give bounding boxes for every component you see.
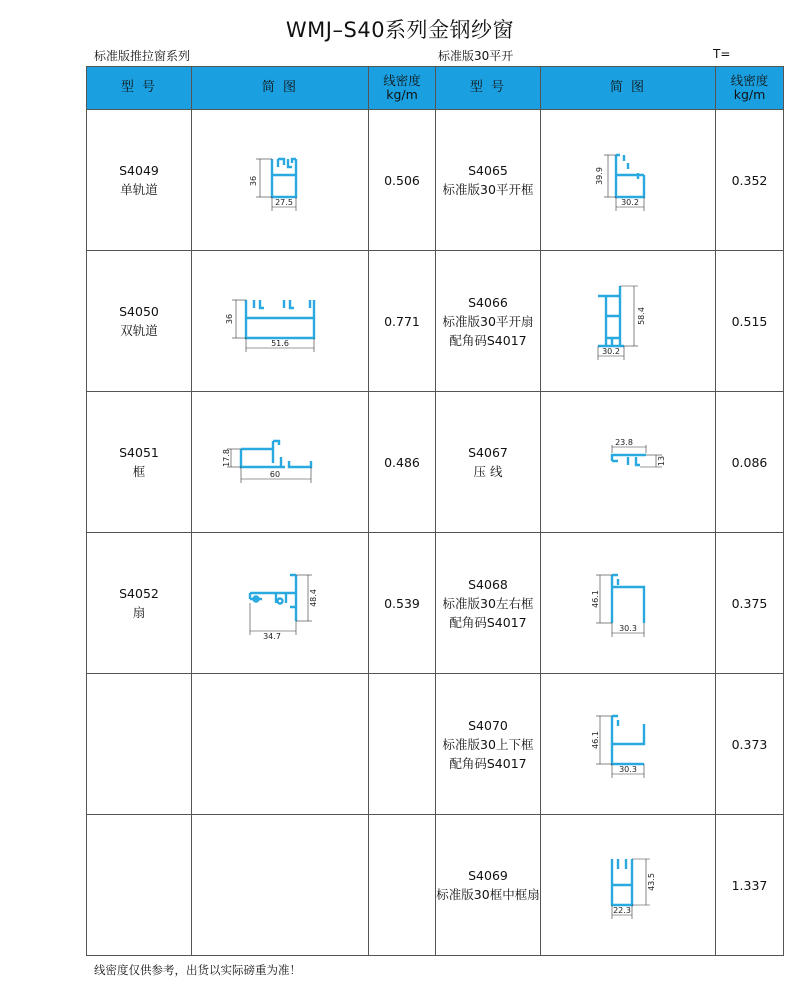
diagram-cell (192, 392, 369, 533)
weight-value: 0.373 (716, 674, 784, 815)
weight-value: 0.352 (716, 110, 784, 251)
empty-cell (369, 674, 436, 815)
footnote: 线密度仅供参考，出货以实际磅重为准！ (94, 963, 301, 977)
dim-width: 60 (269, 470, 281, 479)
header-model-right: 型 号 (436, 67, 541, 110)
table-row (87, 674, 784, 815)
diagram-cell (192, 251, 369, 392)
model-desc: 双轨道 (120, 323, 158, 338)
header-diagram-left: 简 图 (192, 67, 369, 110)
table-row (87, 533, 784, 674)
model-desc: 扇 (132, 605, 146, 620)
profile-s4051-diagram (215, 427, 345, 497)
weight-value: 0.506 (369, 110, 436, 251)
model-cell (436, 392, 541, 533)
header-weight-right (716, 67, 784, 110)
model-code: S4069 (468, 868, 508, 883)
dim-width: 30.2 (621, 198, 639, 207)
model-code: S4066 (468, 294, 508, 310)
thickness-label: T= (713, 47, 731, 61)
model-desc: 标准版30上下框 (442, 736, 534, 752)
dim-width: 30.2 (602, 347, 620, 356)
header-weight-title: 线密度 (730, 73, 769, 88)
model-code: S4068 (468, 576, 508, 592)
diagram-cell (541, 674, 716, 815)
dim-height: 36 (249, 175, 258, 187)
profile-s4068-diagram (568, 563, 688, 643)
model-cell (436, 251, 541, 392)
page-title: WMJ–S40系列金钢纱窗 (285, 18, 515, 42)
model-desc: 标准版30框中框扇 (436, 887, 540, 902)
header-model-left: 型 号 (87, 67, 192, 110)
dim-width: 30.3 (619, 624, 637, 633)
weight-value: 0.515 (716, 251, 784, 392)
weight-value: 1.337 (716, 815, 784, 956)
dim-height: 39.9 (595, 167, 604, 185)
model-desc: 标准版30平开框 (442, 182, 534, 197)
empty-cell (87, 815, 192, 956)
model-cell (436, 815, 541, 956)
profile-s4066-diagram (568, 276, 688, 366)
model-code: S4050 (119, 304, 159, 319)
profile-s4050-diagram (210, 286, 350, 356)
dim-height: 58.4 (637, 307, 646, 325)
dim-height: 48.4 (309, 589, 318, 607)
dim-height: 36 (225, 313, 234, 325)
model-cell (87, 533, 192, 674)
diagram-cell (192, 533, 369, 674)
empty-cell (192, 815, 369, 956)
model-code: S4065 (468, 163, 508, 178)
diagram-cell (541, 392, 716, 533)
profile-s4049-diagram (220, 145, 340, 215)
profile-s4067-diagram (568, 427, 688, 497)
model-code: S4052 (119, 586, 159, 601)
dim-width: 27.5 (275, 198, 293, 207)
table-header-row (87, 67, 784, 110)
model-desc: 配角码S4017 (449, 755, 527, 771)
diagram-cell (541, 815, 716, 956)
profile-table (86, 66, 784, 956)
header-weight-unit: kg/m (733, 87, 766, 102)
header-diagram-right: 简 图 (541, 67, 716, 110)
diagram-cell (192, 110, 369, 251)
weight-value: 0.375 (716, 533, 784, 674)
table-row (87, 251, 784, 392)
model-code: S4070 (468, 717, 508, 733)
profile-s4070-diagram (568, 704, 688, 784)
series-left-label: 标准版推拉窗系列 (94, 49, 191, 63)
model-desc: 标准版30左右框 (442, 595, 534, 611)
table-row (87, 392, 784, 533)
model-cell (436, 110, 541, 251)
diagram-cell (541, 251, 716, 392)
model-code: S4067 (468, 445, 508, 460)
model-desc: 框 (132, 464, 146, 479)
empty-cell (192, 674, 369, 815)
model-desc: 标准版30平开扇 (442, 313, 534, 329)
weight-value: 0.771 (369, 251, 436, 392)
model-cell (87, 110, 192, 251)
empty-cell (369, 815, 436, 956)
diagram-cell (541, 110, 716, 251)
header-weight-unit: kg/m (386, 87, 418, 102)
model-desc: 配角码S4017 (449, 332, 527, 348)
model-desc: 单轨道 (120, 182, 158, 197)
weight-value: 0.486 (369, 392, 436, 533)
model-cell (87, 251, 192, 392)
model-code: S4051 (119, 445, 159, 460)
dim-width: 51.6 (271, 339, 289, 348)
dim-height: 17.8 (222, 449, 231, 467)
empty-cell (87, 674, 192, 815)
model-cell (87, 392, 192, 533)
profile-s4052-diagram (220, 563, 340, 643)
model-desc: 配角码S4017 (449, 614, 527, 630)
model-code: S4049 (119, 163, 159, 178)
model-desc: 压 线 (473, 464, 503, 479)
dim-width: 23.8 (615, 438, 633, 447)
dim-height: 46.1 (591, 731, 600, 749)
weight-value: 0.086 (716, 392, 784, 533)
weight-value: 0.539 (369, 533, 436, 674)
dim-width: 30.3 (619, 765, 637, 774)
profile-s4069-diagram (568, 845, 688, 925)
dim-height: 46.1 (591, 590, 600, 608)
table-row (87, 110, 784, 251)
dim-width: 34.7 (263, 632, 281, 641)
dim-height: 43.5 (647, 873, 656, 891)
model-cell (436, 674, 541, 815)
profile-s4065-diagram (568, 145, 688, 215)
header-weight-left (369, 67, 436, 110)
header-weight-title: 线密度 (383, 73, 421, 88)
model-cell (436, 533, 541, 674)
dim-height: 13 (657, 455, 666, 467)
diagram-cell (541, 533, 716, 674)
dim-width: 22.3 (613, 906, 631, 915)
series-right-label: 标准版30平开 (438, 49, 514, 63)
table-row (87, 815, 784, 956)
